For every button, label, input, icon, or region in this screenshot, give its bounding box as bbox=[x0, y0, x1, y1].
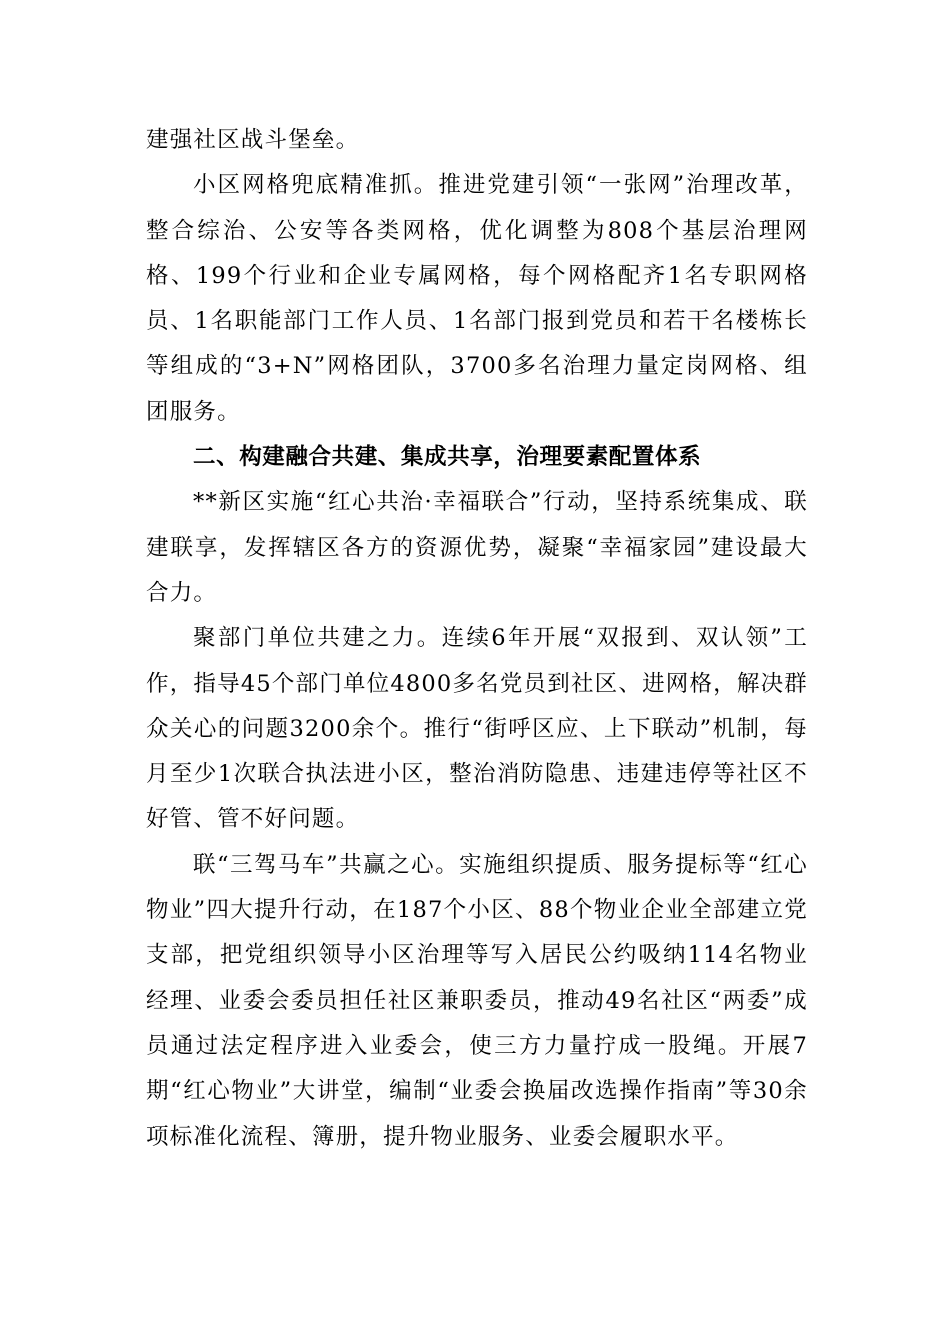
document-page bbox=[146, 118, 808, 1160]
paragraph-continuation: 建强社区战斗堡垒。 bbox=[146, 127, 360, 153]
paragraph-section-intro: **新区实施“红心共治·幸福联合”行动，坚持系统集成、联建联享，发挥辖区各方的资源优势，凝聚“幸福家园”建设最大合力。 bbox=[146, 489, 808, 606]
section-heading-2: 二、构建融合共建、集成共享，治理要素配置体系 bbox=[193, 444, 702, 471]
paragraph-department-units: 聚部门单位共建之力。连续6年开展“双报到、双认领”工作，指导45个部门单位4800多名党员到社区、进网格，解决群众关心的问题3200余个。推行“街呼区应、上下联动”机制，每月至少1次联合执法进小区，整治消防隐患、违建违停等社区不好管、管不好问题。 bbox=[146, 625, 808, 833]
paragraph-grid-management: 小区网格兜底精准抓。推进党建引领“一张网”治理改革，整合综治、公安等各类网格，优化调整为808个基层治理网格、199个行业和企业专属网格，每个网格配齐1名专职网格员、1名职能部门工作人员、1名部门报到党员和若干名楼栋长等组成的“3+N”网格团队，3700多名治理力量定岗网格、组团服务。 bbox=[146, 172, 808, 425]
paragraph-property-management: 联“三驾马车”共赢之心。实施组织提质、服务提标等“红心物业”四大提升行动，在187个小区、88个物业企业全部建立党支部，把党组织领导小区治理等写入居民公约吸纳114名物业经理、业委会委员担任社区兼职委员，推动49名社区“两委”成员通过法定程序进入业委会，使三方力量拧成一股绳。开展7期“红心物业”大讲堂，编制“业委会换届改选操作指南”等30余项标准化流程、簿册，提升物业服务、业委会履职水平。 bbox=[146, 851, 808, 1150]
